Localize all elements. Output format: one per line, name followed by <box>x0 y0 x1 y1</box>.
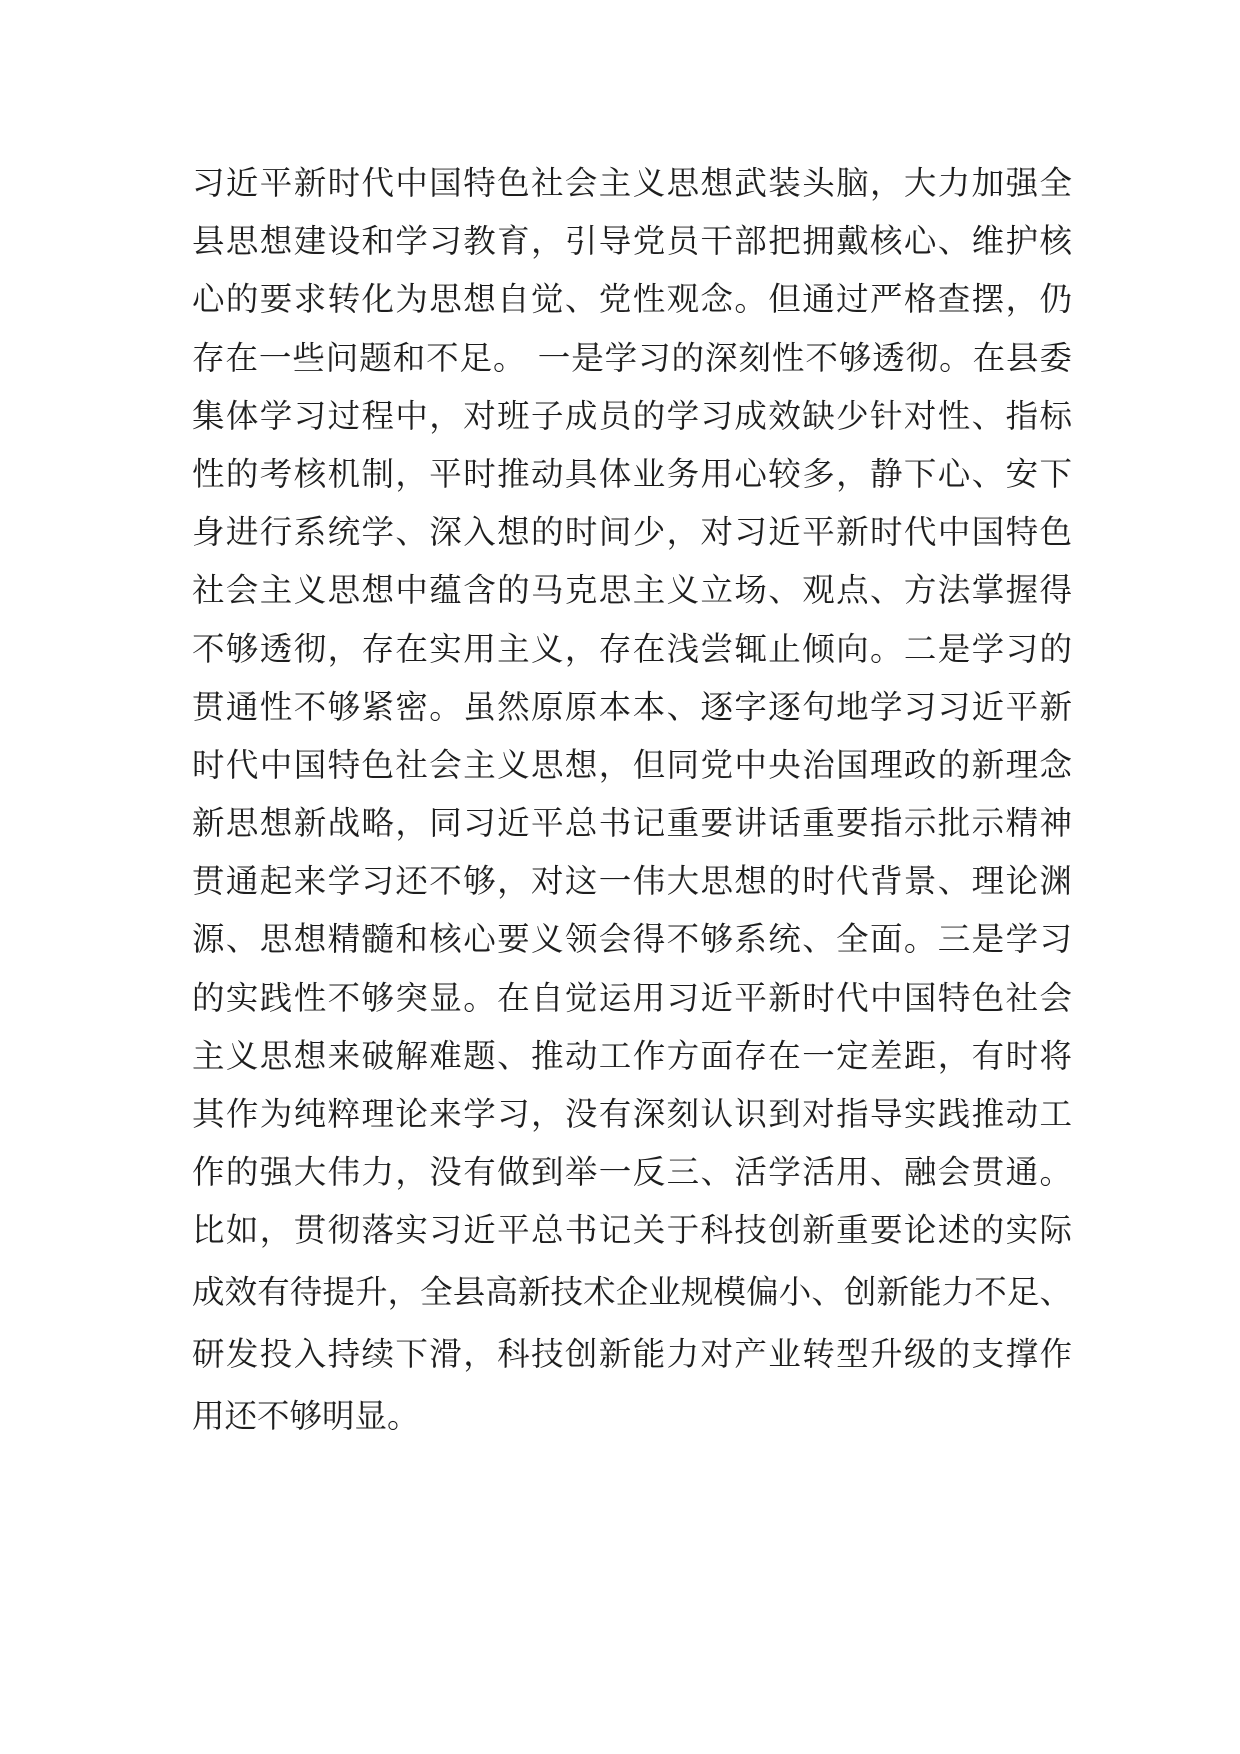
text-line: 成效有待提升，全县高新技术企业规模偏小、创新能力不足、 <box>192 1273 1072 1312</box>
body-paragraph <box>192 162 1072 1454</box>
text-line: 作的强大伟力，没有做到举一反三、活学活用、融会贯通。 <box>192 1153 1072 1192</box>
text-line: 社会主义思想中蕴含的马克思主义立场、观点、方法掌握得 <box>192 571 1072 610</box>
text-line: 源、思想精髓和核心要义领会得不够系统、全面。三是学习 <box>192 920 1072 959</box>
text-line: 新思想新战略，同习近平总书记重要讲话重要指示批示精神 <box>192 804 1072 843</box>
text-line: 研发投入持续下滑，科技创新能力对产业转型升级的支撑作 <box>192 1335 1072 1374</box>
text-line: 其作为纯粹理论来学习，没有深刻认识到对指导实践推动工 <box>192 1095 1072 1133</box>
text-line: 存在一些问题和不足。 一是学习的深刻性不够透彻。在县委 <box>192 338 1072 377</box>
text-line: 习近平新时代中国特色社会主义思想武装头脑，大力加强全 <box>192 164 1072 202</box>
text-line: 主义思想来破解难题、推动工作方面存在一定差距，有时将 <box>192 1036 1072 1075</box>
text-line: 贯通性不够紧密。虽然原原本本、逐字逐句地学习习近平新 <box>192 687 1072 726</box>
text-line: 贯通起来学习还不够，对这一伟大思想的时代背景、理论渊 <box>192 862 1072 901</box>
text-line: 不够透彻，存在实用主义，存在浅尝辄止倾向。二是学习的 <box>192 629 1072 668</box>
text-line: 的实践性不够突显。在自觉运用习近平新时代中国特色社会 <box>192 978 1072 1017</box>
text-line: 时代中国特色社会主义思想，但同党中央治国理政的新理念 <box>192 745 1072 784</box>
text-line: 用还不够明显。 <box>192 1397 420 1436</box>
text-line: 集体学习过程中，对班子成员的学习成效缺少针对性、指标 <box>192 396 1072 435</box>
text-line: 心的要求转化为思想自觉、党性观念。但通过严格查摆，仍 <box>192 280 1072 319</box>
text-line: 性的考核机制，平时推动具体业务用心较多，静下心、安下 <box>192 454 1072 493</box>
text-line: 县思想建设和学习教育，引导党员干部把拥戴核心、维护核 <box>192 222 1072 261</box>
text-line: 身进行系统学、深入想的时间少，对习近平新时代中国特色 <box>192 513 1072 552</box>
text-line: 比如，贯彻落实习近平总书记关于科技创新重要论述的实际 <box>192 1211 1072 1250</box>
